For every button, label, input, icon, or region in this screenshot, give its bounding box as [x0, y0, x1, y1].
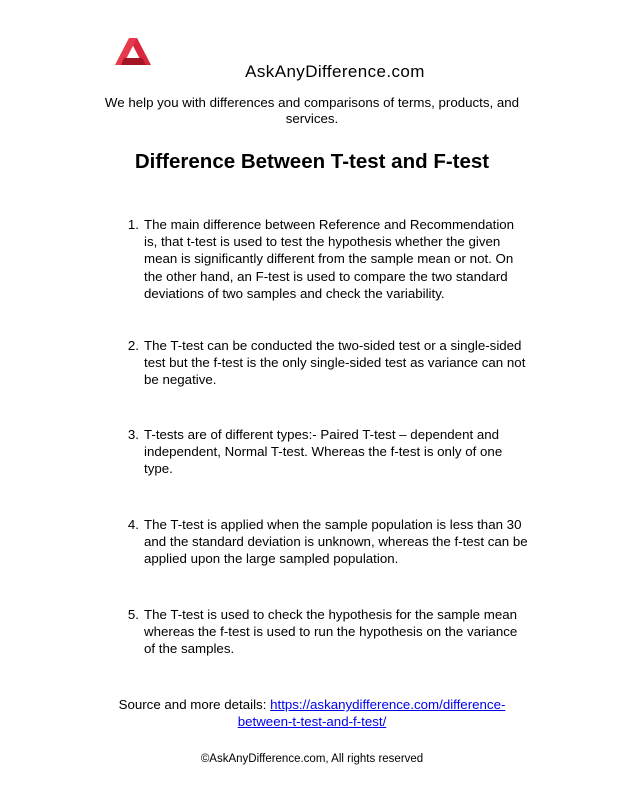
list-item-text: The main difference between Reference and Recommendation is, that t-test is used to test the hypothesis whether the given mean is significantly different from the sample mean or not. On the other hand, an F-test is used to compare the two standard deviations of two samples and check the variability.	[144, 217, 515, 301]
list-item-text: The T-test is applied when the sample population is less than 30 and the standard deviation is unknown, whereas the f-test can be applied upon the large sampled population.	[144, 517, 528, 567]
page-title: Difference Between T-test and F-test	[134, 150, 490, 173]
tagline: We help you with differences and comparisons of terms, products, and services.	[104, 95, 520, 126]
list-item	[113, 426, 533, 478]
list-item	[113, 337, 533, 389]
list-item	[113, 516, 533, 568]
list-item-text: T-tests are of different types:- Paired T-test – dependent and independent, Normal T-test. Whereas the f-test is only of one type.	[144, 427, 503, 477]
copyright-footer: ©AskAnyDifference.com, All rights reserved	[200, 753, 424, 765]
list-item	[113, 216, 533, 302]
list-item-number: 4.	[127, 517, 139, 532]
list-item-number: 3.	[127, 427, 139, 442]
list-item-number: 1.	[127, 217, 139, 232]
source-label: Source and more details:	[118, 697, 271, 712]
list-item-text: The T-test can be conducted the two-sided test or a single-sided test but the f-test is the only single-sided test as variance can not be negative.	[144, 338, 526, 388]
list-item-number: 5.	[127, 607, 139, 622]
site-name: AskAnyDifference.com	[245, 62, 425, 81]
list-item	[113, 606, 533, 658]
list-item-number: 2.	[127, 338, 139, 353]
source-line	[95, 696, 529, 730]
source-link[interactable]: https://askanydifference.com/difference-between-t-test-and-f-test/	[237, 697, 506, 729]
list-item-text: The T-test is used to check the hypothesis for the sample mean whereas the f-test is used to run the hypothesis on the variance of the samples.	[144, 607, 518, 657]
